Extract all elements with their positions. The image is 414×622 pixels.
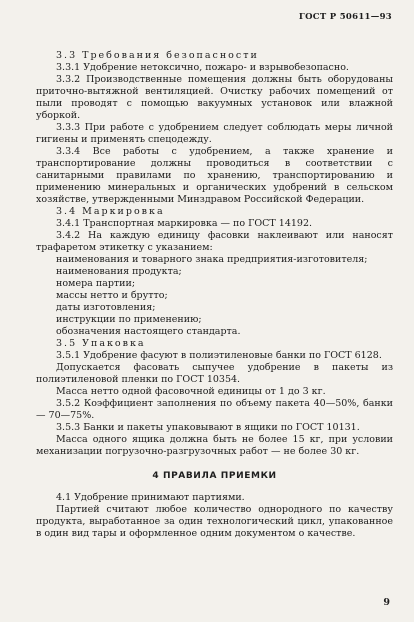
paragraph: 3.5.3 Банки и пакеты упаковывают в ящики по ГОСТ 10131. (56, 422, 360, 433)
list-item: наименования продукта; (56, 266, 182, 277)
section-title: 4 ПРАВИЛА ПРИЕМКИ (152, 471, 277, 481)
paragraph: 3.3.4 Все работы с удобрением, а также хранение и транспортирование должны проводиться в соответствии с санитарными правилами по хранению, транспортированию и применению минеральных и органических удобрений в сельском хозяйстве, утвержденными Минздравом Российской Федерации. (36, 146, 393, 205)
list-item: обозначения настоящего стандарта. (56, 326, 241, 337)
subsection-heading: 3.3 Требования безопасности (56, 50, 259, 61)
paragraph: 4.1 Удобрение принимают партиями. (56, 492, 245, 503)
subsection-heading: 3.5 Упаковка (56, 338, 146, 349)
list-item: инструкции по применению; (56, 314, 202, 325)
paragraph: 3.4.1 Транспортная маркировка — по ГОСТ 14192. (56, 218, 313, 229)
list-item: номера партии; (56, 278, 136, 289)
paragraph: 3.3.2 Производственные помещения должны быть оборудованы приточно-вытяжной вентиляцией. Очистку рабочих помещений от пыли проводят с помощью вакуумных установок или влажной уборкой. (36, 74, 393, 121)
standard-header: ГОСТ Р 50611—93 (298, 12, 392, 22)
subsection-heading: 3.4 Маркировка (56, 206, 165, 217)
paragraph: Масса нетто одной фасовочной единицы от 1 до 3 кг. (56, 386, 326, 397)
paragraph: Партией считают любое количество однородного по качеству продукта, выработанное за один технологический цикл, упакованное в один вид тары и оформленное одним документом о качестве. (36, 504, 393, 539)
page-content (36, 50, 393, 540)
paragraph: 3.5.1 Удобрение фасуют в полиэтиленовые банки по ГОСТ 6128. (56, 350, 382, 361)
paragraph: 3.5.2 Коэффициент заполнения по объему пакета 40—50%, банки — 70—75%. (36, 398, 393, 421)
list-item: наименования и товарного знака предприятия-изготовителя; (56, 254, 368, 265)
paragraph: 3.3.3 При работе с удобрением следует соблюдать меры личной гигиены и применять спецодежду. (36, 122, 393, 145)
list-item: даты изготовления; (56, 302, 156, 313)
paragraph: 3.4.2 На каждую единицу фасовки наклеивают или наносят трафаретом этикетку с указанием: (36, 230, 393, 253)
list-item: массы нетто и брутто; (56, 290, 168, 301)
paragraph: Допускается фасовать сыпучее удобрение в пакеты из полиэтиленовой пленки по ГОСТ 10354. (36, 362, 393, 385)
page-number: 9 (383, 597, 390, 608)
paragraph: 3.3.1 Удобрение нетоксично, пожаро- и взрывобезопасно. (56, 62, 349, 73)
paragraph: Масса одного ящика должна быть не более 15 кг, при условии механизации погрузочно-разгрузочных работ — не более 30 кг. (36, 434, 393, 457)
